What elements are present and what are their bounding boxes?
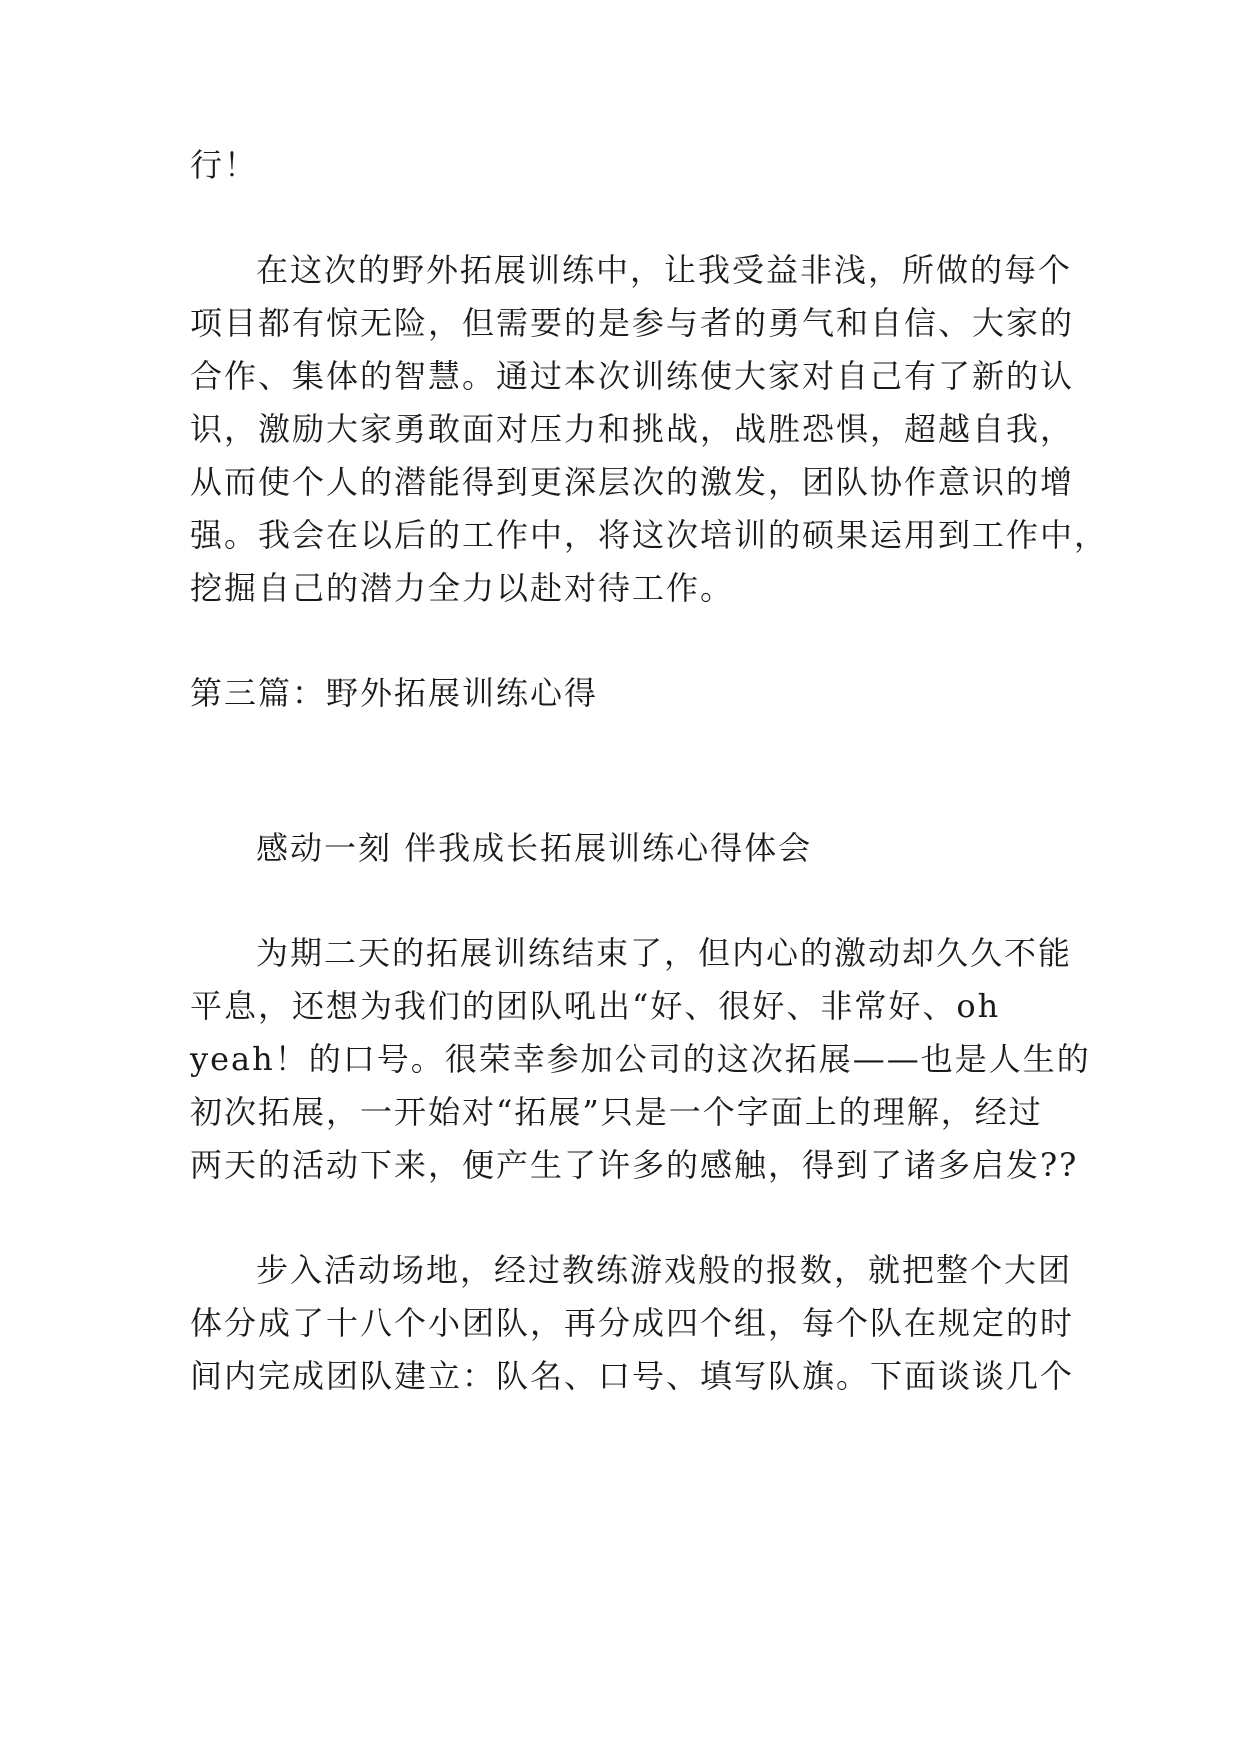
paragraph-line: 间内完成团队建立：队名、口号、填写队旗。下面谈谈几个 [190, 1357, 1075, 1395]
paragraph-line: 在这次的野外拓展训练中，让我受益非浅，所做的每个 [256, 251, 1073, 289]
paragraph-line: 识，激励大家勇敢面对压力和挑战，战胜恐惧，超越自我， [190, 410, 1075, 448]
paragraph-line: 体分成了十八个小团队，再分成四个组，每个队在规定的时 [190, 1304, 1075, 1342]
paragraph-line: yeah！的口号。很荣幸参加公司的这次拓展——也是人生的 [190, 1040, 1091, 1078]
subtitle: 感动一刻 伴我成长拓展训练心得体会 [256, 829, 813, 867]
paragraph-line: 从而使个人的潜能得到更深层次的激发，团队协作意识的增 [190, 463, 1075, 501]
paragraph-line: 合作、集体的智慧。通过本次训练使大家对自己有了新的认 [190, 357, 1075, 395]
paragraph-line: 项目都有惊无险，但需要的是参与者的勇气和自信、大家的 [190, 304, 1075, 342]
paragraph-line: 平息，还想为我们的团队吼出“好、很好、非常好、oh [190, 987, 1001, 1025]
paragraph-line: 步入活动场地，经过教练游戏般的报数，就把整个大团 [256, 1251, 1073, 1289]
paragraph-line: 初次拓展，一开始对“拓展”只是一个字面上的理解，经过 [190, 1093, 1043, 1131]
paragraph-line: 两天的活动下来，便产生了许多的感触，得到了诸多启发?? [190, 1146, 1079, 1184]
paragraph-line: 强。我会在以后的工作中，将这次培训的硕果运用到工作中， [190, 516, 1109, 554]
paragraph-line: 挖掘自己的潜力全力以赴对待工作。 [190, 569, 735, 607]
paragraph-line: 行！ [190, 146, 259, 184]
paragraph-line: 为期二天的拓展训练结束了，但内心的激动却久久不能 [256, 934, 1073, 972]
section-title: 第三篇：野外拓展训练心得 [190, 674, 599, 712]
